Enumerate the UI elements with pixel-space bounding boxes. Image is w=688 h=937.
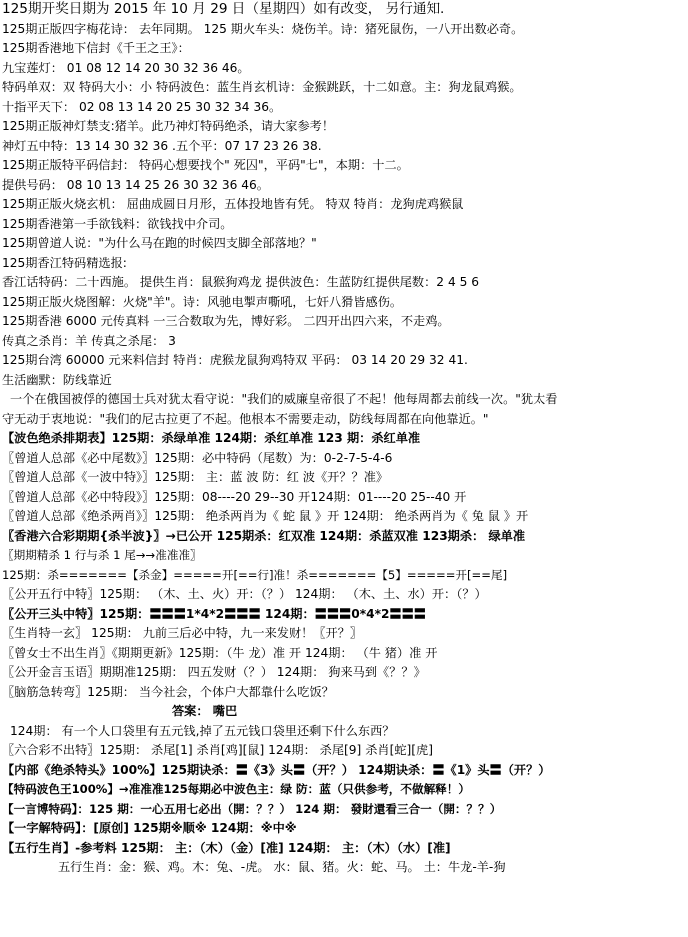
line-special-envelope: 125期正版特平码信封： 特码心想要找个" 死囚"，平码"七"，本期：十二。 <box>2 158 409 172</box>
line-zeng-segment: 〖曾道人总部《必中特段》〗125期：08----20 29--30 开124期：01----20 25--40 开 <box>2 489 467 504</box>
line-wave-kill-table: 【波色绝杀排期表】125期：杀绿单准 124期：杀红单准 123 期：杀红单准 <box>2 431 421 445</box>
line-one-word-bet: 【一言博特码】：125 期：一心五用七必出（開：？？） 124 期： 發財還看三合一（開：？？） <box>2 801 502 816</box>
line-humor-body-2: 守无动于衷地说："我们的尼古拉更了不起。他根本不需要走动，防线每周都在向他靠近。" <box>2 411 489 426</box>
line-124-riddle: 124期： 有一个人口袋里有五元钱,掉了五元钱口袋里还剩下什么东西？ <box>10 723 395 738</box>
line-three-heads: 〖公开三头中特〗125期：〓〓〓1*4*2〓〓〓 124期：〓〓〓0*4*2〓〓〓 <box>2 606 426 621</box>
line-zeng-tail: 〖曾道人总部《必中尾数》〗125期：必中特码（尾数）为：0-2-7-5-4-6 <box>2 450 393 465</box>
line-nine-lotus: 九宝莲灯： 01 08 12 14 20 30 32 36 46。 <box>2 60 250 75</box>
line-hk-half-wave: 〖香港六合彩期期{杀半波}〗→已公开 125期杀：红双准 124期：杀蓝双准 123期杀： 绿单准 <box>2 528 526 543</box>
line-lamp-five: 神灯五中特：13 14 30 32 36 .五个平：07 17 23 26 38. <box>2 138 322 153</box>
line-hk-envelope-title: 125期香港地下信封《千王之王》： <box>2 41 190 55</box>
line-fire-diagram: 125期正版火烧图解：火烧"羊"。诗：风驰电掣声嘶吼，七奸八猾皆感伤。 <box>2 294 403 309</box>
line-kill-gold: 125期：杀=======【杀金】=====开[==行]准！杀=======【5】=====开[==尾] <box>2 567 508 582</box>
line-zeng-kill-two: 〖曾道人总部《绝杀两肖》〗125期： 绝杀两肖为《 蛇 鼠 》开 124期： 绝杀两肖为《 兔 鼠 》开 <box>2 509 529 523</box>
line-brain-teaser: 〖脑筋急转弯〗125期： 当今社会，个体户大都靠什么吃饭？ <box>2 684 334 699</box>
line-poem-train: 125期正版四字梅花诗： 去年同期。 125 期火车头：烧伤羊。诗：猪死鼠伤，一八开出数必奇。 <box>2 21 524 36</box>
line-five-elem-mapping: 五行生肖：金：猴、鸡。木：兔、-虎。 水：鼠、猪。火：蛇、马。 土：牛龙-羊-狗 <box>58 860 506 874</box>
line-wave-king: 【特码波色王100%】→准准准125每期必中波色主：绿 防：蓝（只供参考，不做解释！） <box>2 782 470 796</box>
line-taiwan-envelope: 125期台湾 60000 元来料信封 特肖：虎猴龙鼠狗鸡特双 平码： 03 14 20 29 32 41. <box>2 353 468 367</box>
line-humor-body-1: 一个在俄国被俘的德国士兵对犹太看守说："我们的威廉皇帝很了不起！他每周都去前线一次。"犹太看 <box>10 392 558 406</box>
line-kill-row-tail: 〖期期精杀 1 行与杀 1 尾→→准准准〗 <box>2 548 202 562</box>
line-golden-words: 〖公开金言玉语〗期期准125期： 四五发财（？） 124期： 狗来马到《？？》 <box>2 665 426 679</box>
line-draw-date: 125期开奖日期为 2015 年 10 月 29 日（星期四）如有改变， 另行通知. <box>2 1 445 17</box>
line-no-special: 〖六合彩不出特〗125期： 杀尾[1] 杀肖[鸡][鼠] 124期： 杀尾[9] 杀肖[蛇][虎] <box>2 743 433 757</box>
line-humor-title: 生活幽默：防线靠近 <box>2 372 112 387</box>
line-five-elem-zodiac: 【五行生肖】-参考料 125期： 主：（木）（金）[准] 124期： 主：（木）（水）[准] <box>2 840 451 855</box>
line-odd-even-size: 特码单双：双 特码大小：小 特码波色：蓝生肖玄机诗：金猴跳跃，十二如意。主：狗龙鼠鸡猴。 <box>2 80 522 94</box>
line-ten-fingers: 十指平天下： 02 08 13 14 20 25 30 32 34 36。 <box>2 99 282 114</box>
line-xiangjiang-title: 125期香江特码精选报: <box>2 255 127 270</box>
line-zeng-wave: 〖曾道人总部《一波中特》〗125期： 主：蓝 波 防：红 波《开？？准》 <box>2 470 389 484</box>
line-fax-kill: 传真之杀肖：羊 传真之杀尾： 3 <box>2 333 176 348</box>
line-five-elements: 〖公开五行中特〗125期： （木、土、火）开：（？） 124期： （木、土、水）开：（？） <box>2 587 487 601</box>
line-hk-first-hand: 125期香港第一手欲钱料：欲钱找中介司。 <box>2 216 233 231</box>
line-zeng-says: 125期曾道人说："为什么马在跑的时候四支脚全部落地？" <box>2 236 317 250</box>
line-provided-numbers: 提供号码： 08 10 13 14 25 26 30 32 36 46。 <box>2 177 269 192</box>
line-fire-mystery: 125期正版火烧玄机： 屈曲成圆日月形，五体投地皆有凭。 特双 特肖：龙狗虎鸡猴鼠 <box>2 197 464 211</box>
line-one-char: 【一字解特码】：[原创] 125期※顺※ 124期：※中※ <box>2 821 297 835</box>
line-madam-zeng: 〖曾女士不出生肖〗《期期更新》125期：（牛 龙）准 开 124期： （牛 猪）准 开 <box>2 645 438 660</box>
line-hk-fax: 125期香港 6000 元传真料 一三合数取为先，博好彩。 二四开出四六来，不走鸡。 <box>2 314 450 328</box>
line-kill-head: 【内部《绝杀特头》100%】125期诀杀：〓《3》头〓（开？） 124期诀杀：〓《1》头〓（开？） <box>2 762 551 777</box>
line-xiangjiang-detail: 香江话特码：二十西施。 提供生肖：鼠猴狗鸡龙 提供波色：生蓝防红提供尾数：2 4 5 6 <box>2 275 479 289</box>
line-zodiac-one: 〖生肖特一玄〗 125期： 九前三后必中特，九一来发财！〖开？〗 <box>2 626 363 640</box>
line-lamp-ban: 125期正版神灯禁支:猪羊。此乃神灯特码绝杀，请大家参考！ <box>2 119 335 133</box>
line-answer: 答案： 嘴巴 <box>172 704 238 718</box>
